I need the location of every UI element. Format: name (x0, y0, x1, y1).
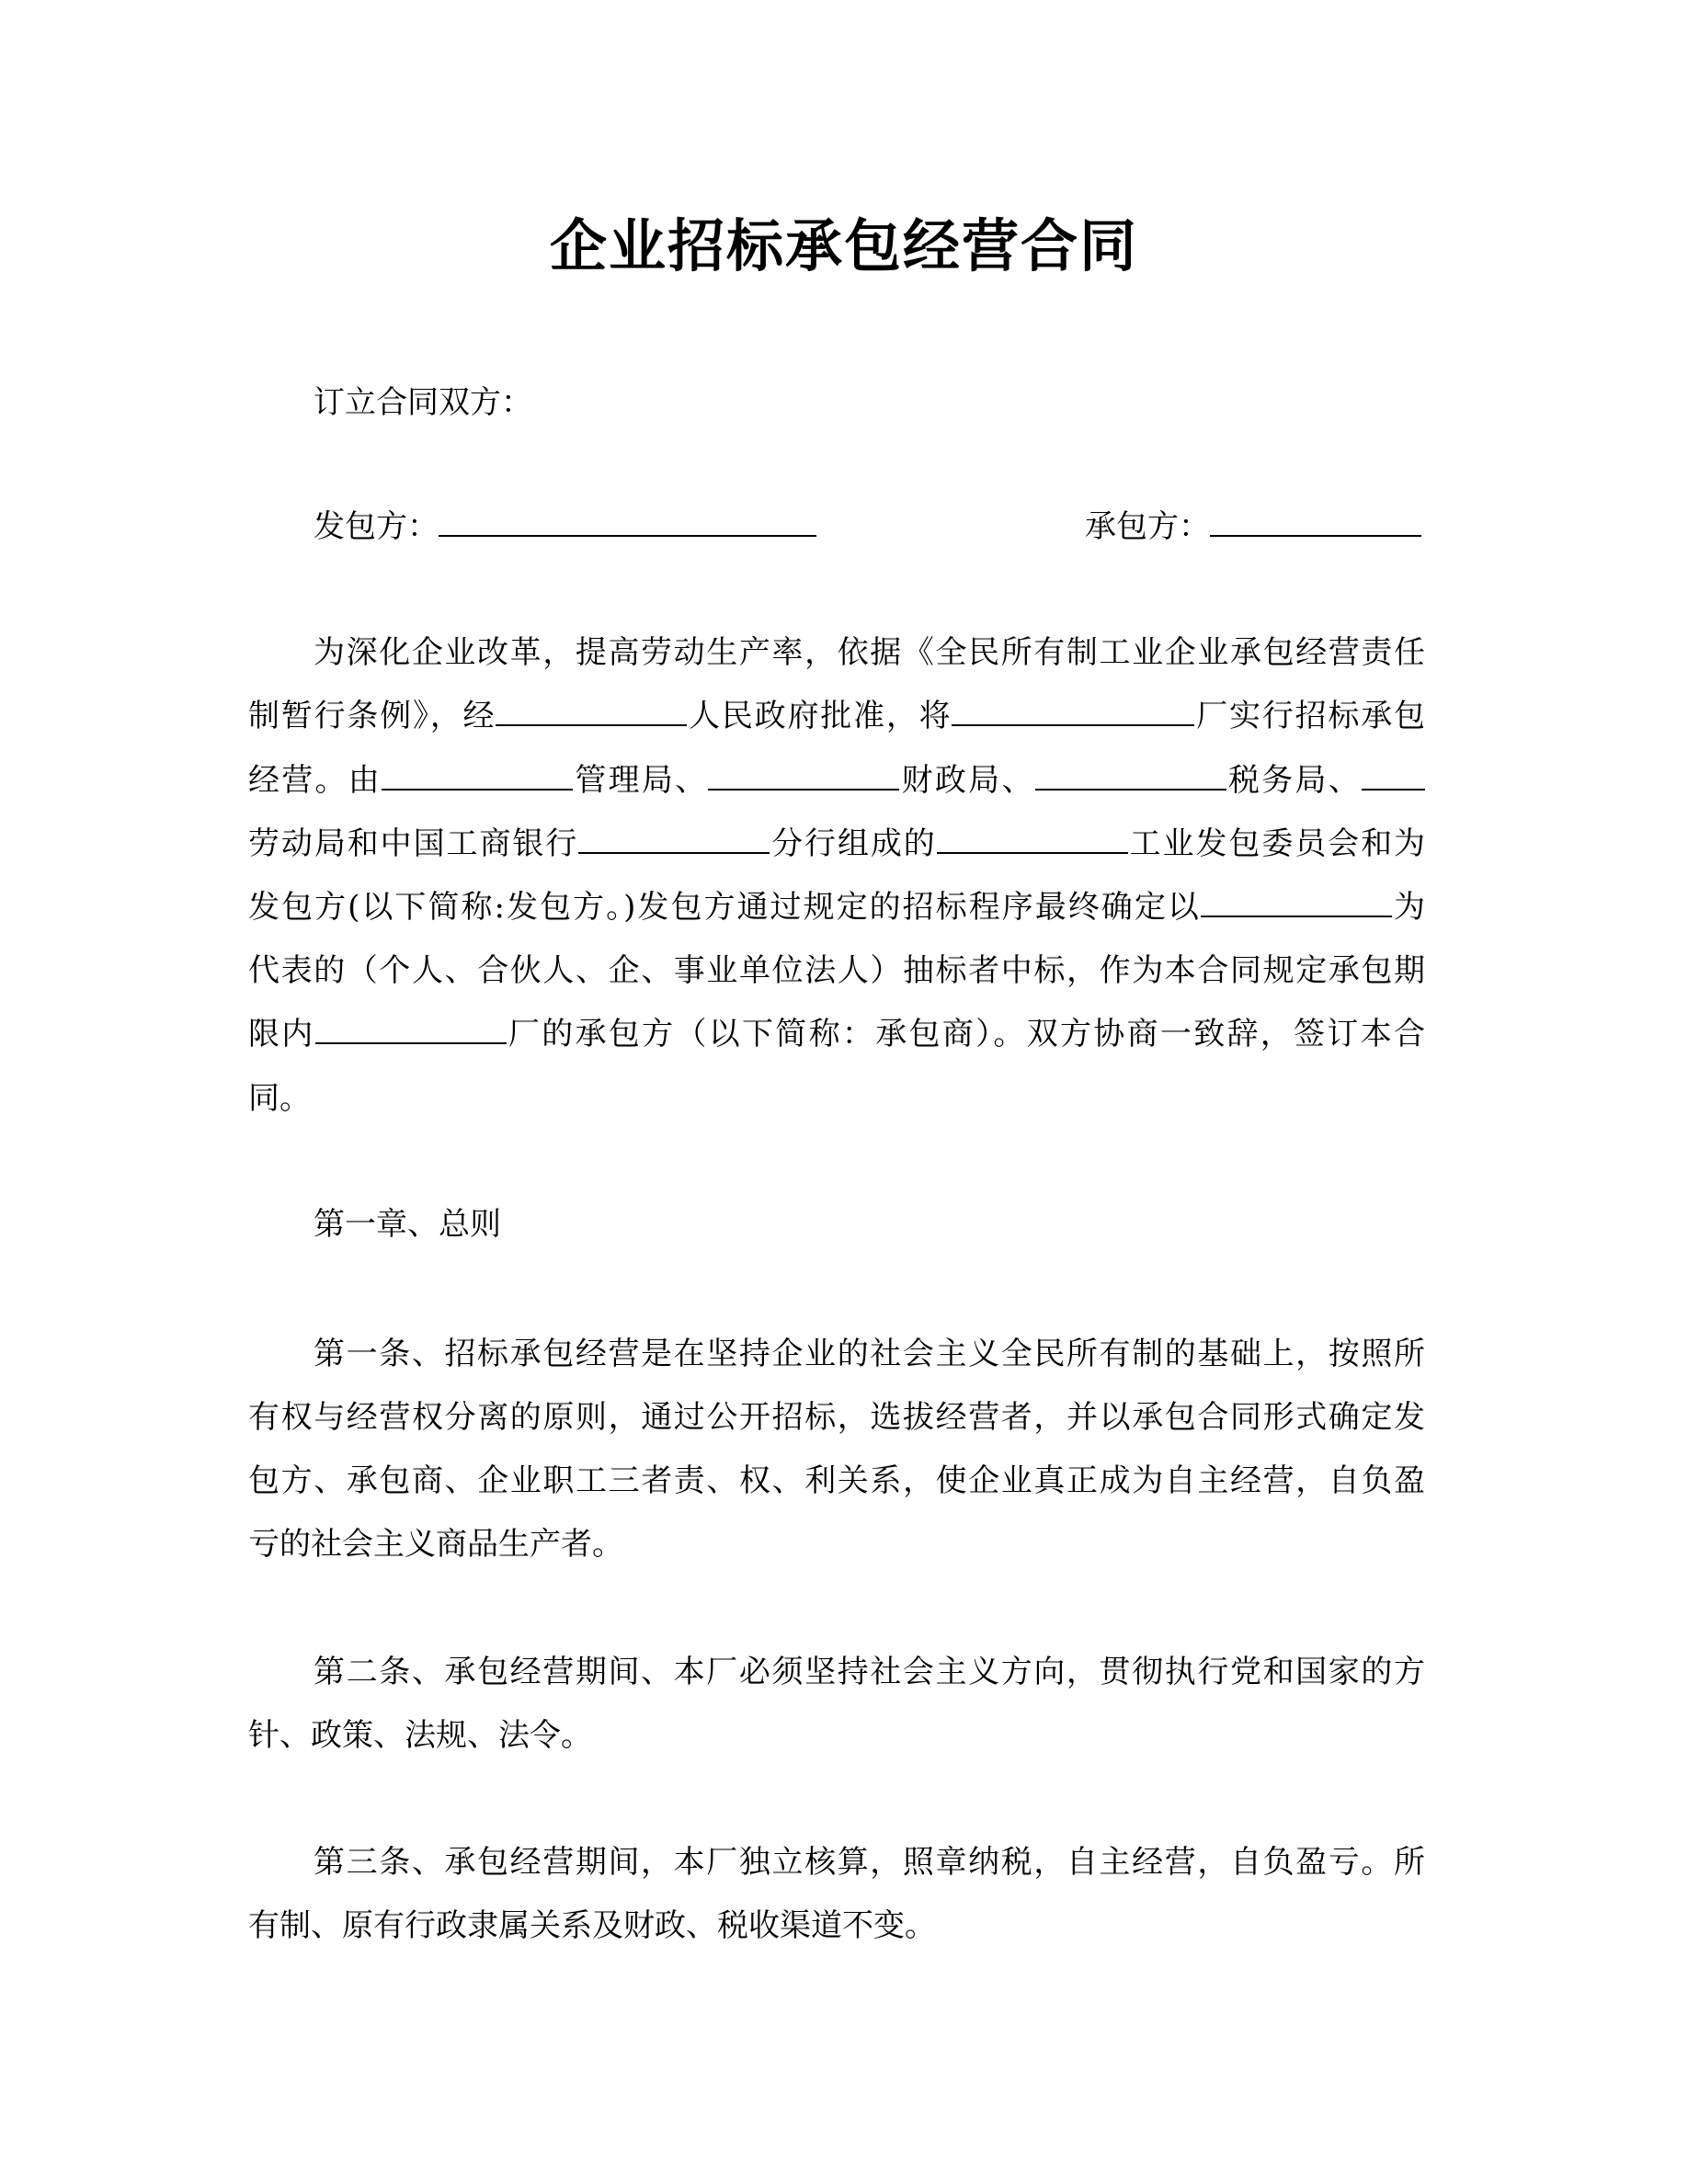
text-line: 亏的社会主义商品生产者。 (248, 1526, 623, 1563)
blank-field[interactable] (1035, 761, 1226, 791)
text-segment: 发包方(以下简称:发包方。)发包方通过规定的招标程序最终确定以 (248, 889, 1201, 926)
text-segment: 分行组成的 (770, 825, 937, 862)
blank-field[interactable] (937, 825, 1128, 854)
parties-heading: 订立合同双方： (314, 384, 532, 421)
text-segment: 为 (1391, 889, 1426, 926)
parties-line (314, 506, 1425, 547)
text-segment: 人民政府批准，将 (687, 698, 952, 734)
chapter-heading: 第一章、总则 (314, 1206, 501, 1243)
text-line: 代表的（个人、合伙人、企、事业单位法人）抽标者中标，作为本合同规定承包期 (248, 952, 1425, 989)
text-line: 第二条、承包经营期间、本厂必须坚持社会主义方向，贯彻执行党和国家的方 (314, 1654, 1425, 1690)
blank-field[interactable] (382, 761, 573, 791)
text-segment: 经营。由 (248, 762, 382, 799)
blank-field[interactable] (496, 697, 687, 726)
blank-field[interactable] (708, 761, 899, 791)
party-b-blank[interactable] (1210, 507, 1421, 537)
text-line (248, 1014, 1425, 1054)
text-line: 第一条、招标承包经营是在坚持企业的社会主义全民所有制的基础上，按照所 (314, 1336, 1425, 1372)
document-title: 企业招标承包经营合同 (549, 212, 1138, 279)
text-line: 包方、承包商、企业职工三者责、权、利关系，使企业真正成为自主经营，自负盈 (248, 1462, 1425, 1499)
text-segment: 厂的承包方（以下简称：承包商）。双方协商一致辞，签订本合 (506, 1016, 1426, 1052)
text-line (248, 696, 1425, 736)
blank-field[interactable] (952, 697, 1194, 726)
text-segment: 厂实行招标承包 (1194, 698, 1426, 734)
text-line: 有制、原有行政隶属关系及财政、税收渠道不变。 (248, 1907, 936, 1944)
text-line: 第三条、承包经营期间，本厂独立核算，照章纳税，自主经营，自负盈亏。所 (314, 1844, 1425, 1881)
text-line: 为深化企业改革，提高劳动生产率，依据《全民所有制工业企业承包经营责任 (314, 634, 1425, 671)
text-segment: 税务局、 (1226, 762, 1363, 799)
party-b-label: 承包方： (1085, 508, 1210, 545)
text-line (248, 824, 1425, 864)
text-segment: 管理局、 (573, 762, 709, 799)
text-segment: 限内 (248, 1016, 315, 1052)
blank-field[interactable] (1362, 761, 1425, 791)
text-line: 有权与经营权分离的原则，通过公开招标，选拔经营者，并以承包合同形式确定发 (248, 1399, 1425, 1436)
text-segment: 劳动局和中国工商银行 (248, 825, 579, 862)
blank-field[interactable] (1201, 888, 1392, 917)
text-segment: 制暂行条例》，经 (248, 698, 496, 734)
text-line (248, 760, 1425, 801)
text-line: 同。 (248, 1080, 311, 1117)
party-a-label: 发包方： (314, 508, 439, 545)
party-a-blank[interactable] (439, 507, 816, 537)
blank-field[interactable] (578, 825, 770, 854)
text-line (248, 887, 1425, 927)
text-segment: 工业发包委员会和为 (1127, 825, 1426, 862)
blank-field[interactable] (315, 1015, 507, 1044)
text-line: 针、政策、法规、法令。 (248, 1717, 592, 1754)
text-segment: 财政局、 (899, 762, 1035, 799)
